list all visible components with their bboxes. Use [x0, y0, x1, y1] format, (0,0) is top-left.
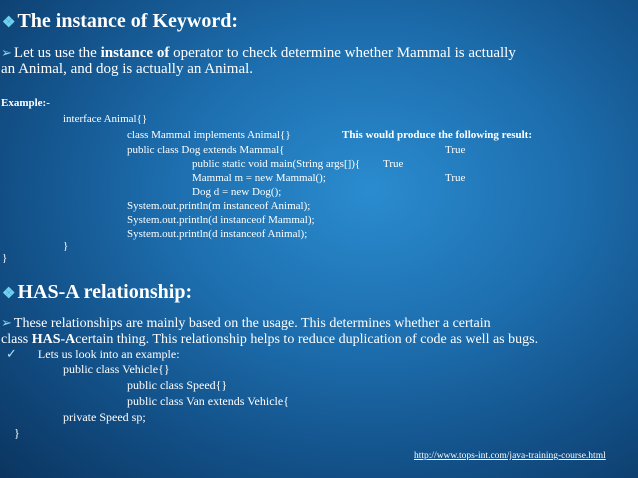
- result-value: True: [383, 158, 404, 170]
- code-line: Mammal m = new Mammal();: [192, 172, 326, 184]
- code-line: interface Animal{}: [63, 113, 148, 125]
- footer-link[interactable]: http://www.tops-int.com/java-training-course.html: [414, 451, 606, 461]
- section-heading-instanceof: [2, 10, 238, 33]
- code-line: public class Van extends Vehicle{: [127, 394, 289, 408]
- checkmark-icon: ✓: [6, 346, 17, 361]
- para-text: an Animal, and dog is actually an Animal.: [1, 61, 254, 77]
- example-label: Example:-: [1, 97, 50, 109]
- para-text: certain thing. This relationship helps to reduce duplication of code as well as bugs.: [75, 332, 539, 347]
- para-bold-text: instance of: [100, 45, 170, 61]
- diamond-bullet-icon: ❖: [2, 15, 16, 31]
- code-line: private Speed sp;: [63, 410, 146, 424]
- has-a-paragraph: [1, 315, 637, 348]
- result-note: This would produce the following result:: [342, 129, 532, 141]
- result-value: True: [445, 172, 466, 184]
- para-text: These relationships are mainly based on the usage. This determines whether a certain: [13, 316, 491, 331]
- code-line: public class Vehicle{}: [63, 362, 170, 376]
- code-line: }: [14, 426, 20, 440]
- code-line: public class Speed{}: [127, 378, 228, 392]
- para-bold-text: HAS-A: [31, 332, 76, 347]
- section-heading-has-a: [2, 281, 192, 304]
- heading-text: HAS-A relationship:: [17, 281, 193, 303]
- para-text: class: [1, 332, 32, 347]
- diamond-bullet-icon: ❖: [2, 286, 16, 302]
- code-line: public class Dog extends Mammal{: [127, 144, 285, 156]
- arrow-bullet-icon: ➢: [1, 315, 12, 330]
- code-line: }: [63, 240, 69, 252]
- code-line: Dog d = new Dog();: [192, 186, 282, 198]
- code-line: public static void main(String args[]){: [192, 158, 361, 170]
- check-item-text: Lets us look into an example:: [37, 347, 180, 361]
- arrow-bullet-icon: ➢: [1, 45, 12, 60]
- intro-paragraph: [1, 45, 637, 77]
- code-line: System.out.println(d instanceof Mammal);: [127, 214, 315, 226]
- result-value: True: [445, 144, 466, 156]
- code-line: class Mammal implements Animal{}: [127, 129, 291, 141]
- code-line: System.out.println(d instanceof Animal);: [127, 228, 308, 240]
- code-line: }: [2, 252, 8, 264]
- para-text: operator to check determine whether Mammal is actually: [169, 45, 516, 61]
- code-line: System.out.println(m instanceof Animal);: [127, 200, 311, 212]
- check-list-item: [6, 346, 180, 362]
- para-text: Let us use the: [13, 45, 101, 61]
- heading-text: The instance of Keyword:: [17, 10, 238, 32]
